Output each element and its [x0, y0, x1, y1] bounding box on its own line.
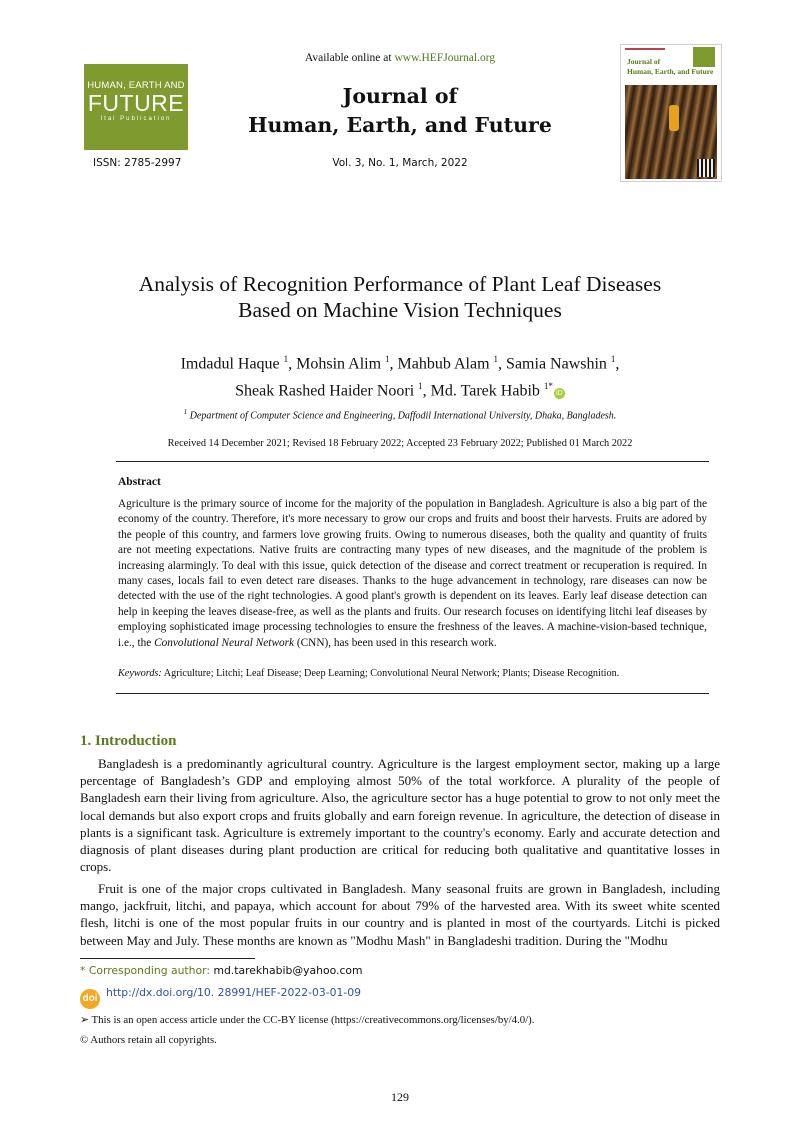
issn: ISSN: 2785-2997: [93, 157, 182, 169]
affiliation-mark: 1: [183, 408, 188, 416]
author-name: Md. Tarek Habib: [430, 382, 540, 400]
available-prefix: Available online at: [304, 52, 395, 64]
article-title-line1: Analysis of Recognition Performance of Plant Leaf Diseases: [138, 272, 662, 296]
journal-cover-thumbnail: [620, 44, 722, 182]
abstract-heading: Abstract: [118, 476, 161, 488]
author-list: [0, 348, 800, 403]
cover-strip: [625, 48, 665, 50]
author-affiliation-mark: 1: [493, 354, 499, 364]
author-name: Imdadul Haque: [180, 355, 280, 373]
author-line1: Imdadul Haque $^1$, Mohsin Alim $^1$, Mahbub Alam $^1$, Samia Nawshin $^1$,: [180, 354, 620, 373]
cover-title-line2: Human, Earth, and Future: [627, 67, 714, 76]
journal-volume: Vol. 3, No. 1, March, 2022: [332, 157, 468, 169]
qr-code-icon: [697, 159, 715, 177]
abstract-text: [118, 497, 707, 651]
keywords: [118, 668, 707, 679]
abstract-text-main: Agriculture is the primary source of income for the majority of the population in Bangladesh. Agriculture is also a big part of the economy of the country. Therefore, it's more necessary to grow our crops and fruits and boost their harvests. Fruits are adored by the people of this country, and farmers love growing fruits. Owing to numerous diseases, both the quality and quantity of fruits are not meeting expectations. Native fruits are contracting many types of new diseases, and the magnitude of the problem is increasing alarmingly. To deal with this issue, quick detection of the disease and correct treatment or recuperation is required. In many cases, locals fail to even detect rare diseases. Thanks to the huge advancement in technology, rare diseases can now be detected with the use of the right technologies. A good plant's growth is dependent on its leaves. Early leaf disease detection can help in keeping the leaves disease-free, as well as the plants and fruits. Our research focuses on identifying litchi leaf diseases by employing sophisticated image processing technologies to ensure the freshness of the leaves. A machine-vision-based technique, i.e., the: [118, 498, 707, 649]
license-note: ➢ This is an open access article under the CC-BY license (https://creativecommons.org/licenses/by/4.0/).: [80, 1014, 535, 1026]
cover-title-line1: Journal of: [627, 57, 661, 66]
journal-title-line2: Human, Earth, and Future: [248, 113, 552, 137]
author-affiliation-mark: 1: [610, 354, 616, 364]
corresponding-author: [80, 964, 363, 977]
abstract-text-italic: Convolutional Neural Network: [154, 636, 295, 649]
author-name: Samia Nawshin: [506, 355, 607, 373]
affiliation-text: Department of Computer Science and Engineering, Daffodil International University, Dhaka, Bangladesh.: [189, 410, 617, 422]
cover-title: [627, 57, 713, 77]
author-affiliation-mark: 1: [385, 354, 390, 364]
logo-main-text: FUTURE: [87, 90, 185, 116]
keywords-text: Agriculture; Litchi; Leaf Disease; Deep Learning; Convolutional Neural Network; Plants; Disease Recognition.: [163, 668, 620, 679]
author-name: Mahbub Alam: [397, 355, 490, 373]
orcid-icon[interactable]: iD: [554, 388, 565, 399]
author-name: Sheak Rashed Haider Noori: [235, 382, 415, 400]
cover-photo-figure: [669, 105, 679, 131]
journal-website-link[interactable]: www.HEFJournal.org: [394, 52, 496, 64]
keywords-label: Keywords:: [118, 668, 162, 679]
journal-title-line1: Journal of: [342, 84, 458, 108]
affiliation: [0, 408, 800, 421]
author-affiliation-mark: 1: [283, 354, 289, 364]
author-affiliation-mark: 1*: [543, 381, 553, 392]
footnote-rule: [80, 958, 255, 959]
article-title-line2: Based on Machine Vision Techniques: [238, 298, 562, 322]
body-paragraph: Bangladesh is a predominantly agricultural country. Agriculture is the largest employment sector, making up a large percentage of Bangladesh’s GDP and employing almost 50% of the total workforce. A plurality of the people of Bangladesh earn their living from agriculture. Also, the agriculture sector has a huge potential to grow to not only meet the local demands but also export crops and fruits globally and earn foreign revenue. In agriculture, the detection of disease in plants is a significant task. Agriculture is extremely important to the country's economy. Early and accurate detection and diagnosis of plant diseases during plant production are critical for reducing both qualitative and quantitative losses in crops.: [80, 756, 720, 875]
logo-top-text: HUMAN, EARTH AND: [87, 80, 185, 91]
logo-sub-text: Ital Publication: [100, 116, 172, 122]
copyright-note: © Authors retain all copyrights.: [80, 1034, 217, 1046]
doi-icon: doi: [80, 989, 100, 1009]
author-affiliation-mark: 1: [418, 381, 423, 392]
author-name: Mohsin Alim: [296, 355, 382, 373]
page-number: 129: [391, 1090, 409, 1104]
abstract-top-rule: [116, 461, 709, 462]
section-heading: 1. Introduction: [80, 733, 177, 749]
publication-dates: Received 14 December 2021; Revised 18 February 2022; Accepted 23 February 2022; Published 01 March 2022: [167, 438, 633, 449]
body-paragraph: Fruit is one of the major crops cultivated in Bangladesh. Many seasonal fruits are grown in Bangladesh, including mango, jackfruit, litchi, and papaya, which account for about 79% of the harvested area. With its sweet white scented flesh, litchi is one of the most popular fruits in our country and is planted in most of the courtyards. Litchi is picked between May and July. These months are known as "Modhu Mash" in Bangladeshi tradition. During the "Modhu: [80, 881, 720, 948]
abstract-text-end: (CNN), has been used in this research work.: [294, 636, 497, 649]
article-title: [0, 271, 800, 323]
corresponding-label: * Corresponding author:: [80, 964, 214, 977]
doi-link[interactable]: http://dx.doi.org/10. 28991/HEF-2022-03-01-09: [106, 986, 362, 999]
author-line2: Sheak Rashed Haider Noori $^1$, Md. Tarek Habib $^{1*}$iD: [0, 375, 800, 402]
doi-row: [80, 986, 361, 1009]
abstract-bottom-rule: [116, 693, 709, 694]
corresponding-email[interactable]: md.tarekhabib@yahoo.com: [213, 964, 363, 977]
